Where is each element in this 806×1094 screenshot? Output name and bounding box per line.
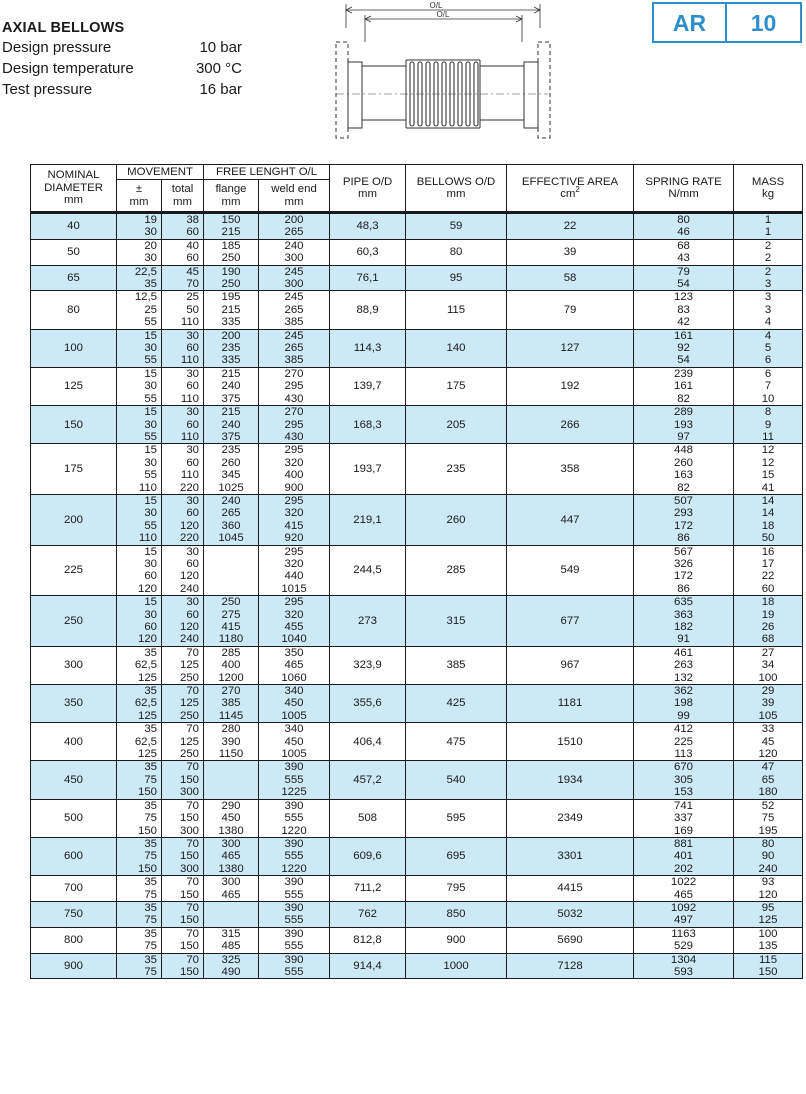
cell-pipe-od: 609,6 (330, 837, 406, 875)
spec-value: 16 bar (199, 81, 242, 98)
col-movement-pm: ± mm (117, 180, 162, 213)
cell-nominal-diameter: 225 (31, 545, 117, 596)
cell-mass: 33 45 120 (734, 723, 803, 761)
cell-nominal-diameter: 350 (31, 685, 117, 723)
cell-nominal-diameter: 400 (31, 723, 117, 761)
table-row (31, 901, 803, 927)
cell-movement-total: 70 125 250 (162, 685, 204, 723)
cell-effective-area: 39 (507, 239, 634, 265)
cell-movement-total: 70 150 (162, 876, 204, 902)
cell-movement-pm: 35 62,5 125 (117, 723, 162, 761)
cell-bellows-od: 595 (406, 799, 507, 837)
cell-nominal-diameter: 700 (31, 876, 117, 902)
cell-spring-rate: 567 326 172 86 (634, 545, 734, 596)
table-row (31, 927, 803, 953)
cell-mass: 27 34 100 (734, 646, 803, 684)
cell-movement-total: 25 50 110 (162, 291, 204, 329)
cell-flange: 270 385 1145 (204, 685, 259, 723)
cell-pipe-od: 323,9 (330, 646, 406, 684)
cell-movement-pm: 19 30 (117, 213, 162, 240)
cell-movement-total: 70 125 250 (162, 723, 204, 761)
cell-weld-end: 390 555 (259, 927, 330, 953)
cell-bellows-od: 795 (406, 876, 507, 902)
cell-bellows-od: 1000 (406, 953, 507, 979)
cell-pipe-od: 139,7 (330, 367, 406, 405)
cell-bellows-od: 900 (406, 927, 507, 953)
cell-flange (204, 901, 259, 927)
cell-nominal-diameter: 65 (31, 265, 117, 291)
cell-movement-pm: 22,5 35 (117, 265, 162, 291)
cell-pipe-od: 812,8 (330, 927, 406, 953)
col-bellows-od: BELLOWS O/D mm (406, 165, 507, 213)
cell-mass: 100 135 (734, 927, 803, 953)
table-row (31, 723, 803, 761)
cell-spring-rate: 161 92 54 (634, 329, 734, 367)
cell-nominal-diameter: 600 (31, 837, 117, 875)
cell-movement-pm: 20 30 (117, 239, 162, 265)
cell-mass: 1 1 (734, 213, 803, 240)
table-row (31, 761, 803, 799)
cell-flange: 150 215 (204, 213, 259, 240)
cell-movement-pm: 35 62,5 125 (117, 685, 162, 723)
cell-weld-end: 390 555 1220 (259, 837, 330, 875)
document-title: AXIAL BELLOWS (2, 20, 125, 36)
cell-nominal-diameter: 40 (31, 213, 117, 240)
cell-bellows-od: 695 (406, 837, 507, 875)
cell-movement-total: 70 150 300 (162, 837, 204, 875)
cell-nominal-diameter: 150 (31, 406, 117, 444)
cell-nominal-diameter: 100 (31, 329, 117, 367)
cell-movement-pm: 35 75 150 (117, 799, 162, 837)
product-number-badge: 10 (725, 2, 802, 43)
cell-flange: 215 240 375 (204, 367, 259, 405)
cell-mass: 6 7 10 (734, 367, 803, 405)
cell-spring-rate: 123 83 42 (634, 291, 734, 329)
cell-mass: 12 12 15 41 (734, 444, 803, 495)
cell-nominal-diameter: 900 (31, 953, 117, 979)
cell-pipe-od: 244,5 (330, 545, 406, 596)
cell-pipe-od: 273 (330, 596, 406, 647)
cell-flange: 235 260 345 1025 (204, 444, 259, 495)
spec-label: Test pressure (2, 81, 93, 98)
cell-flange: 300 465 (204, 876, 259, 902)
cell-movement-pm: 15 30 55 (117, 367, 162, 405)
col-pipe-od: PIPE O/D mm (330, 165, 406, 213)
cell-nominal-diameter: 450 (31, 761, 117, 799)
cell-effective-area: 266 (507, 406, 634, 444)
cell-movement-pm: 15 30 55 (117, 406, 162, 444)
cell-spring-rate: 448 260 163 82 (634, 444, 734, 495)
cell-bellows-od: 540 (406, 761, 507, 799)
table-row (31, 685, 803, 723)
table-row (31, 367, 803, 405)
cell-movement-total: 30 60 120 240 (162, 596, 204, 647)
cell-pipe-od: 219,1 (330, 494, 406, 545)
cell-flange: 300 465 1380 (204, 837, 259, 875)
cell-mass: 95 125 (734, 901, 803, 927)
cell-bellows-od: 80 (406, 239, 507, 265)
table-row (31, 545, 803, 596)
cell-spring-rate: 1304 593 (634, 953, 734, 979)
cell-weld-end: 200 265 (259, 213, 330, 240)
col-weld-end: weld end mm (259, 180, 330, 213)
cell-weld-end: 390 555 1220 (259, 799, 330, 837)
cell-pipe-od: 114,3 (330, 329, 406, 367)
cell-movement-total: 30 60 110 (162, 329, 204, 367)
cell-nominal-diameter: 200 (31, 494, 117, 545)
table-row (31, 291, 803, 329)
cell-bellows-od: 385 (406, 646, 507, 684)
cell-spring-rate: 461 263 132 (634, 646, 734, 684)
cell-pipe-od: 762 (330, 901, 406, 927)
cell-movement-total: 30 60 110 (162, 406, 204, 444)
col-movement-total: total mm (162, 180, 204, 213)
cell-movement-total: 30 60 120 220 (162, 494, 204, 545)
cell-effective-area: 58 (507, 265, 634, 291)
cell-movement-pm: 15 30 60 120 (117, 596, 162, 647)
cell-mass: 115 150 (734, 953, 803, 979)
cell-pipe-od: 355,6 (330, 685, 406, 723)
cell-effective-area: 677 (507, 596, 634, 647)
cell-nominal-diameter: 500 (31, 799, 117, 837)
cell-bellows-od: 95 (406, 265, 507, 291)
table-row (31, 494, 803, 545)
cell-mass: 8 9 11 (734, 406, 803, 444)
cell-mass: 52 75 195 (734, 799, 803, 837)
table-body (31, 213, 803, 979)
cell-bellows-od: 235 (406, 444, 507, 495)
cell-spring-rate: 68 43 (634, 239, 734, 265)
cell-effective-area: 549 (507, 545, 634, 596)
table-row (31, 596, 803, 647)
cell-effective-area: 3301 (507, 837, 634, 875)
cell-spring-rate: 1163 529 (634, 927, 734, 953)
spec-label: Design temperature (2, 60, 134, 77)
cell-weld-end: 350 465 1060 (259, 646, 330, 684)
cell-flange: 215 240 375 (204, 406, 259, 444)
cell-effective-area: 127 (507, 329, 634, 367)
cell-nominal-diameter: 800 (31, 927, 117, 953)
cell-spring-rate: 289 193 97 (634, 406, 734, 444)
cell-mass: 80 90 240 (734, 837, 803, 875)
cell-mass: 2 3 (734, 265, 803, 291)
col-free-length: FREE LENGHT O/L (204, 165, 330, 180)
cell-pipe-od: 508 (330, 799, 406, 837)
cell-effective-area: 22 (507, 213, 634, 240)
col-effective-area (507, 165, 634, 213)
cell-nominal-diameter: 250 (31, 596, 117, 647)
cell-spring-rate: 80 46 (634, 213, 734, 240)
effective-area-unit-exponent: 2 (575, 185, 580, 195)
cell-movement-total: 30 60 110 (162, 367, 204, 405)
cell-flange: 315 485 (204, 927, 259, 953)
cell-flange: 195 215 335 (204, 291, 259, 329)
cell-movement-total: 70 150 (162, 927, 204, 953)
table-row (31, 265, 803, 291)
cell-effective-area: 4415 (507, 876, 634, 902)
cell-pipe-od: 711,2 (330, 876, 406, 902)
cell-pipe-od: 914,4 (330, 953, 406, 979)
col-nominal-diameter: NOMINAL DIAMETER mm (31, 165, 117, 213)
cell-nominal-diameter: 80 (31, 291, 117, 329)
spec-design-pressure (2, 39, 242, 59)
cell-pipe-od: 48,3 (330, 213, 406, 240)
cell-flange: 325 490 (204, 953, 259, 979)
cell-bellows-od: 285 (406, 545, 507, 596)
cell-pipe-od: 76,1 (330, 265, 406, 291)
cell-nominal-diameter: 175 (31, 444, 117, 495)
cell-flange: 280 390 1150 (204, 723, 259, 761)
cell-bellows-od: 475 (406, 723, 507, 761)
cell-mass: 29 39 105 (734, 685, 803, 723)
cell-flange: 185 250 (204, 239, 259, 265)
cell-mass: 16 17 22 60 (734, 545, 803, 596)
cell-nominal-diameter: 300 (31, 646, 117, 684)
cell-movement-total: 30 60 110 220 (162, 444, 204, 495)
cell-pipe-od: 457,2 (330, 761, 406, 799)
cell-mass: 14 14 18 50 (734, 494, 803, 545)
cell-movement-total: 70 150 (162, 953, 204, 979)
cell-bellows-od: 115 (406, 291, 507, 329)
table-row (31, 799, 803, 837)
cell-weld-end: 295 320 455 1040 (259, 596, 330, 647)
cell-movement-total: 70 150 300 (162, 799, 204, 837)
cell-bellows-od: 315 (406, 596, 507, 647)
cell-effective-area: 192 (507, 367, 634, 405)
cell-mass: 3 3 4 (734, 291, 803, 329)
cell-bellows-od: 140 (406, 329, 507, 367)
cell-pipe-od: 168,3 (330, 406, 406, 444)
cell-flange: 200 235 335 (204, 329, 259, 367)
overall-length-dim-label: O/L (429, 1, 443, 10)
cell-movement-total: 45 70 (162, 265, 204, 291)
col-spring-rate: SPRING RATE N/mm (634, 165, 734, 213)
table-row (31, 406, 803, 444)
cell-pipe-od: 193,7 (330, 444, 406, 495)
cell-spring-rate: 412 225 113 (634, 723, 734, 761)
cell-effective-area: 1181 (507, 685, 634, 723)
cell-effective-area: 79 (507, 291, 634, 329)
inner-length-dim-label: O/L (436, 10, 450, 19)
cell-movement-total: 40 60 (162, 239, 204, 265)
product-code-badge: AR (652, 2, 727, 43)
cell-movement-pm: 15 30 55 (117, 329, 162, 367)
cell-weld-end: 270 295 430 (259, 367, 330, 405)
cell-spring-rate: 670 305 153 (634, 761, 734, 799)
cell-movement-pm: 15 30 60 120 (117, 545, 162, 596)
cell-effective-area: 358 (507, 444, 634, 495)
cell-bellows-od: 425 (406, 685, 507, 723)
cell-weld-end: 245 265 385 (259, 329, 330, 367)
table-row (31, 876, 803, 902)
spec-value: 10 bar (199, 39, 242, 56)
bellows-data-table (30, 164, 803, 979)
table-row (31, 329, 803, 367)
cell-movement-pm: 35 75 150 (117, 837, 162, 875)
col-movement: MOVEMENT (117, 165, 204, 180)
spec-test-pressure (2, 81, 242, 101)
cell-nominal-diameter: 125 (31, 367, 117, 405)
cell-flange: 250 275 415 1180 (204, 596, 259, 647)
cell-flange: 290 450 1380 (204, 799, 259, 837)
cell-movement-pm: 35 75 (117, 876, 162, 902)
table-row (31, 646, 803, 684)
col-flange: flange mm (204, 180, 259, 213)
cell-bellows-od: 59 (406, 213, 507, 240)
table-row (31, 239, 803, 265)
cell-effective-area: 447 (507, 494, 634, 545)
col-mass: MASS kg (734, 165, 803, 213)
cell-movement-pm: 35 75 (117, 901, 162, 927)
cell-bellows-od: 850 (406, 901, 507, 927)
table-row (31, 837, 803, 875)
cell-mass: 47 65 180 (734, 761, 803, 799)
cell-movement-total: 70 150 300 (162, 761, 204, 799)
cell-flange: 190 250 (204, 265, 259, 291)
cell-weld-end: 340 450 1005 (259, 723, 330, 761)
bellows-drawing (332, 0, 552, 150)
cell-weld-end: 245 300 (259, 265, 330, 291)
effective-area-label: EFFECTIVE AREA (521, 175, 619, 188)
cell-movement-pm: 15 30 55 110 (117, 444, 162, 495)
cell-pipe-od: 406,4 (330, 723, 406, 761)
cell-effective-area: 7128 (507, 953, 634, 979)
cell-effective-area: 5690 (507, 927, 634, 953)
cell-spring-rate: 635 363 182 91 (634, 596, 734, 647)
cell-movement-total: 30 60 120 240 (162, 545, 204, 596)
cell-effective-area: 5032 (507, 901, 634, 927)
cell-pipe-od: 60,3 (330, 239, 406, 265)
cell-effective-area: 967 (507, 646, 634, 684)
spec-value: 300 °C (195, 60, 242, 77)
cell-weld-end: 270 295 430 (259, 406, 330, 444)
cell-spring-rate: 1092 497 (634, 901, 734, 927)
table-row (31, 444, 803, 495)
cell-weld-end: 245 265 385 (259, 291, 330, 329)
cell-weld-end: 390 555 1225 (259, 761, 330, 799)
cell-spring-rate: 362 198 99 (634, 685, 734, 723)
table-row (31, 953, 803, 979)
cell-weld-end: 295 320 440 1015 (259, 545, 330, 596)
cell-effective-area: 1510 (507, 723, 634, 761)
cell-pipe-od: 88,9 (330, 291, 406, 329)
cell-spring-rate: 507 293 172 86 (634, 494, 734, 545)
cell-movement-total: 38 60 (162, 213, 204, 240)
cell-nominal-diameter: 50 (31, 239, 117, 265)
cell-spring-rate: 239 161 82 (634, 367, 734, 405)
cell-bellows-od: 260 (406, 494, 507, 545)
cell-bellows-od: 175 (406, 367, 507, 405)
cell-movement-pm: 15 30 55 110 (117, 494, 162, 545)
cell-movement-pm: 35 62,5 125 (117, 646, 162, 684)
cell-weld-end: 295 320 415 920 (259, 494, 330, 545)
cell-movement-pm: 35 75 (117, 953, 162, 979)
spec-design-temperature (2, 60, 242, 80)
cell-mass: 93 120 (734, 876, 803, 902)
cell-movement-pm: 12,5 25 55 (117, 291, 162, 329)
cell-weld-end: 295 320 400 900 (259, 444, 330, 495)
table-row (31, 213, 803, 240)
table-header (31, 165, 803, 213)
cell-spring-rate: 741 337 169 (634, 799, 734, 837)
cell-weld-end: 340 450 1005 (259, 685, 330, 723)
cell-weld-end: 390 555 (259, 901, 330, 927)
cell-spring-rate: 79 54 (634, 265, 734, 291)
cell-weld-end: 390 555 (259, 876, 330, 902)
cell-effective-area: 1934 (507, 761, 634, 799)
cell-effective-area: 2349 (507, 799, 634, 837)
cell-weld-end: 240 300 (259, 239, 330, 265)
cell-movement-pm: 35 75 150 (117, 761, 162, 799)
cell-weld-end: 390 555 (259, 953, 330, 979)
cell-nominal-diameter: 750 (31, 901, 117, 927)
cell-mass: 4 5 6 (734, 329, 803, 367)
cell-bellows-od: 205 (406, 406, 507, 444)
cell-flange: 240 265 360 1045 (204, 494, 259, 545)
cell-movement-pm: 35 75 (117, 927, 162, 953)
cell-spring-rate: 881 401 202 (634, 837, 734, 875)
effective-area-unit: cm (560, 188, 576, 200)
cell-flange: 285 400 1200 (204, 646, 259, 684)
cell-flange (204, 545, 259, 596)
cell-mass: 2 2 (734, 239, 803, 265)
cell-spring-rate: 1022 465 (634, 876, 734, 902)
cell-flange (204, 761, 259, 799)
cell-movement-total: 70 125 250 (162, 646, 204, 684)
spec-label: Design pressure (2, 39, 112, 56)
cell-mass: 18 19 26 68 (734, 596, 803, 647)
cell-movement-total: 70 150 (162, 901, 204, 927)
